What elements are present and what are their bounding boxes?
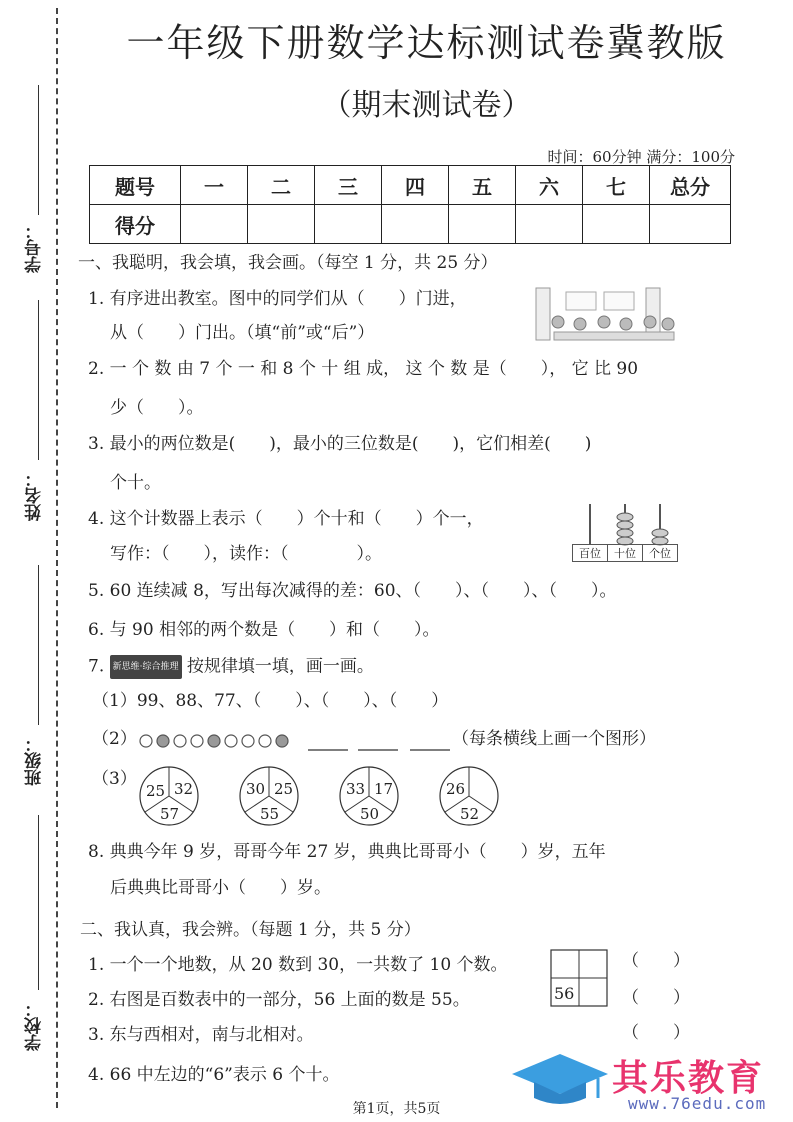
judge-q4: 4. 66 中左边的“6”表示 6 个十。 <box>88 1065 340 1085</box>
score-cell[interactable] <box>650 205 731 244</box>
shape-pattern <box>138 730 458 754</box>
student-number-label: 学号： <box>25 222 45 273</box>
circle-value: 57 <box>160 805 180 823</box>
score-header-cell: 五 <box>449 166 516 205</box>
score-header-cell: 七 <box>583 166 650 205</box>
abacus-label-hundreds: 百位 <box>573 545 608 561</box>
section1-heading: 一、我聪明，我会填，我会画。（每空 1 分，共 25 分） <box>78 253 498 273</box>
circle-value: 50 <box>360 805 380 823</box>
name-label: 姓名： <box>25 470 45 521</box>
hundred-chart-fragment <box>550 949 608 1007</box>
q7-badge: 新思维·综合推理 <box>110 655 182 679</box>
circle-value: 33 <box>346 780 366 798</box>
judge-q2: 2. 右图是百数表中的一部分，56 上面的数是 55。 <box>88 990 470 1010</box>
score-cell[interactable] <box>315 205 382 244</box>
score-cell[interactable] <box>449 205 516 244</box>
score-table <box>89 165 731 244</box>
q7-line <box>88 655 374 679</box>
judge-q1: 1. 一个一个地数，从 20 数到 30，一共数了 10 个数。 <box>88 955 508 975</box>
score-header-cell: 一 <box>181 166 248 205</box>
score-row-label: 得分 <box>90 205 181 244</box>
score-header-cell: 二 <box>248 166 315 205</box>
abacus-icon <box>572 500 678 564</box>
score-header-cell: 题号 <box>90 166 181 205</box>
time-info: 时间：60分钟 满分：100分 <box>547 148 735 166</box>
score-header-cell: 三 <box>315 166 382 205</box>
abacus-label-tens: 十位 <box>608 545 643 561</box>
student-number-line[interactable] <box>38 85 39 215</box>
q2-line1: 2. 一 个 数 由 7 个 一 和 8 个 十 组 成， 这 个 数 是（ ）， 它 比 90 <box>88 359 639 379</box>
score-header-cell: 四 <box>382 166 449 205</box>
score-cell[interactable] <box>516 205 583 244</box>
circle-value: 25 <box>274 780 294 798</box>
class-label: 班级： <box>25 735 45 786</box>
q2-line2: 少（ ）。 <box>110 398 204 418</box>
q4-line2: 写作：（ ），读作：（ ）。 <box>110 544 382 564</box>
class-line[interactable] <box>38 565 39 725</box>
judge-answer-1[interactable]: （ ） <box>622 951 690 971</box>
abacus-label-ones: 个位 <box>649 547 671 560</box>
page-title: 一年级下册数学达标测试卷冀教版 <box>126 21 727 65</box>
judge-answer-2[interactable]: （ ） <box>622 988 690 1008</box>
page-subtitle: （期末测试卷） <box>321 88 532 123</box>
watermark-url: www.76edu.com <box>628 1094 767 1113</box>
q7-instruction: 按规律填一填，画一画。 <box>186 656 374 677</box>
q8-line2: 后典典比哥哥小（ ）岁。 <box>110 878 331 898</box>
q7-number: 7. <box>88 656 105 677</box>
score-header-cell: 总分 <box>650 166 731 205</box>
q1-line2: 从（ ）门出。（填“前”或“后”） <box>110 323 375 343</box>
page-footer: 第1页，共5页 <box>352 1101 441 1117</box>
q3-line1: 3. 最小的两位数是( )，最小的三位数是( )，它们相差( ) <box>88 434 592 454</box>
circle-value: 30 <box>246 780 266 798</box>
circle-value: 52 <box>460 805 480 823</box>
q8-line1: 8. 典典今年 9 岁，哥哥今年 27 岁，典典比哥哥小（ ）岁，五年 <box>88 842 606 862</box>
school-label: 学校： <box>25 1000 45 1051</box>
circle-value: 25 <box>146 782 166 800</box>
score-cell[interactable] <box>382 205 449 244</box>
q7-part2-note: （每条横线上画一个图形） <box>452 729 656 749</box>
score-value-row <box>90 205 731 244</box>
circle-value: 26 <box>446 780 466 798</box>
section2-heading: 二、我认真，我会辨。（每题 1 分，共 5 分） <box>80 920 421 940</box>
circle-value: 32 <box>174 780 194 798</box>
watermark-name: 其乐教育 <box>612 1058 765 1099</box>
circle-value: 55 <box>260 805 280 823</box>
q1-line1: 1. 有序进出教室。图中的同学们从（ ）门进， <box>88 289 467 309</box>
score-header-row <box>90 166 731 205</box>
q7-part1: （1）99、88、77、（ ）、（ ）、（ ） <box>92 691 449 711</box>
q6: 6. 与 90 相邻的两个数是（ ）和（ ）。 <box>88 620 440 640</box>
school-line[interactable] <box>38 815 39 990</box>
q7-part3-prefix: （3） <box>92 769 137 789</box>
q5: 5. 60 连续减 8，写出每次减得的差：60、（ ）、（ ）、（ ）。 <box>88 581 617 601</box>
score-cell[interactable] <box>248 205 315 244</box>
name-line[interactable] <box>38 300 39 460</box>
q4-line1: 4. 这个计数器上表示（ ）个十和（ ）个一， <box>88 509 484 529</box>
score-cell[interactable] <box>181 205 248 244</box>
binding-dashed-line <box>56 8 58 1108</box>
hundred-chart-value: 56 <box>554 984 575 1003</box>
judge-q3: 3. 东与西相对，南与北相对。 <box>88 1025 314 1045</box>
circle-value: 17 <box>374 780 394 798</box>
q3-line2: 个十。 <box>110 473 161 493</box>
classroom-illustration <box>528 286 678 356</box>
score-header-cell: 六 <box>516 166 583 205</box>
q7-part2-prefix: （2） <box>92 729 137 749</box>
judge-answer-3[interactable]: （ ） <box>622 1023 690 1043</box>
score-cell[interactable] <box>583 205 650 244</box>
